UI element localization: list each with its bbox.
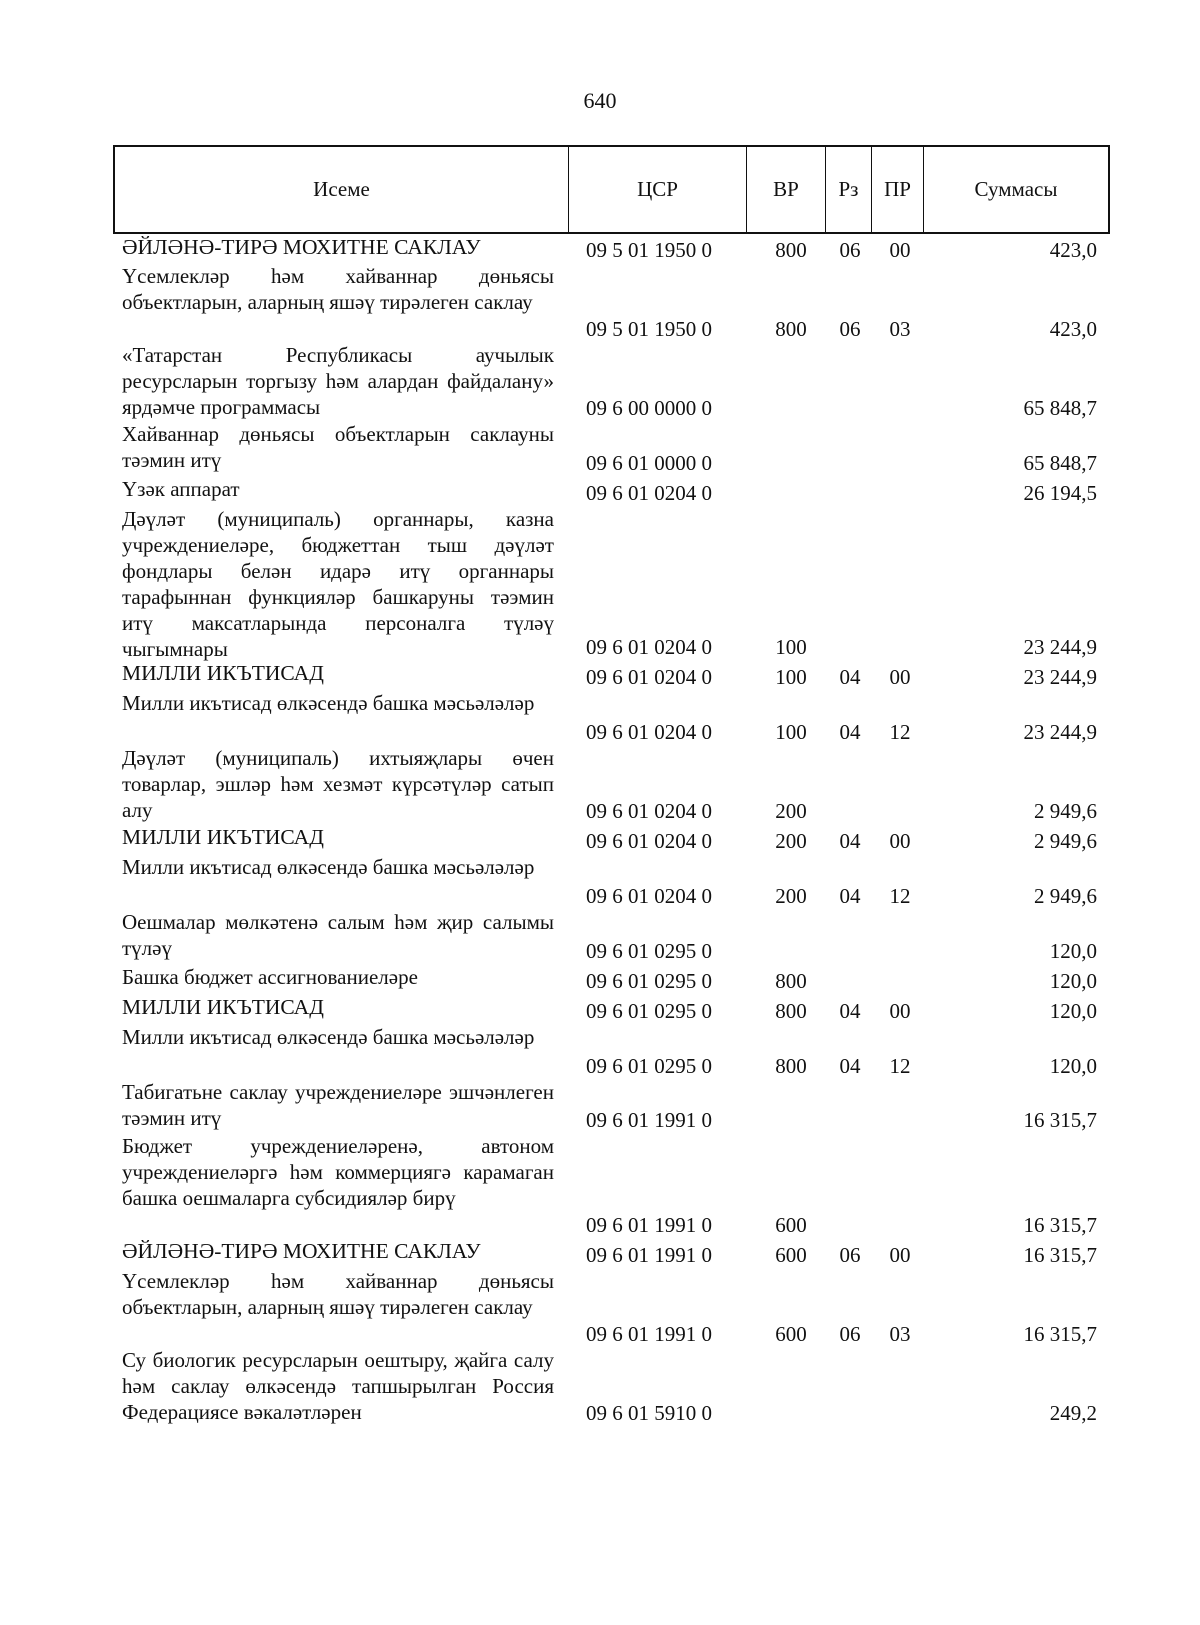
row-sum: 249,2 [1049, 1401, 1097, 1425]
row-vr: 600 [775, 1213, 807, 1237]
row-csr: 09 6 01 0295 0 [586, 969, 712, 993]
row-sum: 65 848,7 [1023, 396, 1097, 420]
row-name: ӘЙЛӘНӘ-ТИРӘ МОХИТНЕ САКЛАУ [122, 1239, 481, 1263]
row-name: Башка бюджет ассигнованиеләре [122, 965, 418, 989]
row-csr: 09 6 01 1991 0 [586, 1322, 712, 1346]
row-csr: 09 6 01 0204 0 [586, 799, 712, 823]
row-vr: 600 [775, 1322, 807, 1346]
row-rz: 04 [839, 999, 861, 1023]
row-rz: 06 [839, 238, 861, 262]
table-row [0, 263, 1200, 342]
table-row [0, 854, 1200, 909]
table-row [0, 745, 1200, 824]
row-rz: 04 [839, 665, 861, 689]
table-row [0, 506, 1200, 660]
row-sum: 2 949,6 [1034, 884, 1097, 908]
row-sum: 120,0 [1049, 939, 1097, 963]
row-csr: 09 6 01 0295 0 [586, 999, 712, 1023]
row-sum: 16 315,7 [1023, 1108, 1097, 1132]
row-csr: 09 6 01 5910 0 [586, 1401, 712, 1425]
row-name: «Татарстан Республикасы аучылык ресурсларын торгызу һәм алардан файдалану» ярдәмче программасы [122, 343, 554, 419]
table-row [0, 1024, 1200, 1079]
row-csr: 09 6 01 0000 0 [586, 451, 712, 475]
row-pr: 03 [889, 1322, 911, 1346]
row-name: Су биологик ресурсларын оештыру, җайга салу һәм саклау өлкәсендә тапшырылган Россия Федерациясе вәкаләтләрен [122, 1348, 554, 1424]
row-name: ӘЙЛӘНӘ-ТИРӘ МОХИТНЕ САКЛАУ [122, 235, 481, 259]
row-name: Милли икътисад өлкәсендә башка мәсьәләләр [122, 855, 535, 879]
header-sum: Суммасы [974, 177, 1058, 201]
table-row [0, 1238, 1200, 1268]
row-sum: 23 244,9 [1023, 720, 1097, 744]
row-sum: 23 244,9 [1023, 665, 1097, 689]
row-csr: 09 6 01 1991 0 [586, 1243, 712, 1267]
table-row [0, 994, 1200, 1024]
table-header [113, 145, 1110, 234]
header-csr: ЦСР [569, 147, 747, 232]
row-csr: 09 6 01 0204 0 [586, 829, 712, 853]
row-sum: 2 949,6 [1034, 829, 1097, 853]
row-sum: 120,0 [1049, 999, 1097, 1023]
row-name: Милли икътисад өлкәсендә башка мәсьәләләр [122, 691, 535, 715]
row-name: Табигатьне саклау учреждениеләре эшчәнлеген тәэмин итү [122, 1080, 554, 1130]
row-vr: 200 [775, 799, 807, 823]
row-sum: 120,0 [1049, 1054, 1097, 1078]
row-csr: 09 6 01 0204 0 [586, 481, 712, 505]
row-pr: 00 [889, 238, 911, 262]
row-pr: 00 [889, 665, 911, 689]
row-rz: 06 [839, 317, 861, 341]
row-vr: 800 [775, 969, 807, 993]
row-pr: 12 [889, 1054, 911, 1078]
header-name: Исеме [115, 147, 569, 232]
table-row [0, 1079, 1200, 1133]
row-sum: 16 315,7 [1023, 1322, 1097, 1346]
row-rz: 04 [839, 720, 861, 744]
row-sum: 23 244,9 [1023, 635, 1097, 659]
row-name: Оешмалар мөлкәтенә салым һәм җир салымы түләү [122, 910, 554, 960]
row-pr: 00 [889, 829, 911, 853]
table-row [0, 964, 1200, 994]
row-rz: 04 [839, 829, 861, 853]
table-row [0, 1268, 1200, 1347]
row-pr: 00 [889, 999, 911, 1023]
header-vr: ВР [747, 147, 826, 232]
row-csr: 09 5 01 1950 0 [586, 238, 712, 262]
row-name: Бюджет учреждениеләренә, автоном учреждениеләргә һәм коммерциягә карамаган башка оешмаларга субсидияләр бирү [122, 1134, 554, 1210]
row-vr: 100 [775, 665, 807, 689]
row-sum: 26 194,5 [1023, 481, 1097, 505]
table-row [0, 909, 1200, 964]
row-sum: 2 949,6 [1034, 799, 1097, 823]
row-sum: 120,0 [1049, 969, 1097, 993]
row-name: Милли икътисад өлкәсендә башка мәсьәләләр [122, 1025, 535, 1049]
row-sum: 423,0 [1049, 238, 1097, 262]
row-sum: 423,0 [1049, 317, 1097, 341]
row-csr: 09 5 01 1950 0 [586, 317, 712, 341]
table-row [0, 342, 1200, 421]
row-sum: 16 315,7 [1023, 1213, 1097, 1237]
row-rz: 06 [839, 1322, 861, 1346]
row-sum: 16 315,7 [1023, 1243, 1097, 1267]
table-row [0, 690, 1200, 745]
row-csr: 09 6 01 1991 0 [586, 1213, 712, 1237]
row-name: Хайваннар дөньясы объектларын саклауны тәэмин итү [122, 422, 554, 472]
row-name: МИЛЛИ ИКЪТИСАД [122, 661, 324, 685]
table-row [0, 1133, 1200, 1238]
row-vr: 600 [775, 1243, 807, 1267]
table-body [0, 234, 1200, 1426]
table-row [0, 421, 1200, 476]
row-csr: 09 6 01 0204 0 [586, 884, 712, 908]
row-csr: 09 6 01 1991 0 [586, 1108, 712, 1132]
row-name: МИЛЛИ ИКЪТИСАД [122, 825, 324, 849]
row-pr: 12 [889, 884, 911, 908]
row-rz: 04 [839, 884, 861, 908]
row-vr: 800 [775, 1054, 807, 1078]
row-name: Үсемлекләр һәм хайваннар дөньясы объектларын, аларның яшәү тирәлеген саклау [122, 264, 554, 314]
row-csr: 09 6 01 0204 0 [586, 720, 712, 744]
row-pr: 12 [889, 720, 911, 744]
table-row [0, 660, 1200, 690]
row-vr: 100 [775, 635, 807, 659]
row-pr: 00 [889, 1243, 911, 1267]
row-sum: 65 848,7 [1023, 451, 1097, 475]
header-rz: Рз [826, 147, 872, 232]
row-csr: 09 6 01 0204 0 [586, 635, 712, 659]
row-name: МИЛЛИ ИКЪТИСАД [122, 995, 324, 1019]
row-vr: 200 [775, 829, 807, 853]
row-vr: 800 [775, 317, 807, 341]
header-pr: ПР [872, 147, 924, 232]
row-vr: 800 [775, 999, 807, 1023]
row-vr: 800 [775, 238, 807, 262]
row-csr: 09 6 00 0000 0 [586, 396, 712, 420]
row-vr: 200 [775, 884, 807, 908]
row-csr: 09 6 01 0204 0 [586, 665, 712, 689]
table-row [0, 234, 1200, 263]
table-row [0, 1347, 1200, 1426]
row-rz: 04 [839, 1054, 861, 1078]
row-name: Дәүләт (муниципаль) ихтыяҗлары өчен товарлар, эшләр һәм хезмәт күрсәтүләр сатып алу [122, 746, 554, 822]
row-vr: 100 [775, 720, 807, 744]
row-pr: 03 [889, 317, 911, 341]
table-row [0, 824, 1200, 854]
row-name: Дәүләт (муниципаль) органнары, казна учреждениеләре, бюджеттан тыш дәүләт фондлары белән идарә итү органнары тарафыннан функцияләр башкаруны тәэмин итү максатларында персоналга түләү чыгымнары [122, 507, 554, 661]
row-name: Үзәк аппарат [122, 477, 240, 501]
row-csr: 09 6 01 0295 0 [586, 939, 712, 963]
page-number: 640 [583, 88, 617, 113]
row-csr: 09 6 01 0295 0 [586, 1054, 712, 1078]
row-name: Үсемлекләр һәм хайваннар дөньясы объектларын, аларның яшәү тирәлеген саклау [122, 1269, 554, 1319]
row-rz: 06 [839, 1243, 861, 1267]
table-row [0, 476, 1200, 506]
